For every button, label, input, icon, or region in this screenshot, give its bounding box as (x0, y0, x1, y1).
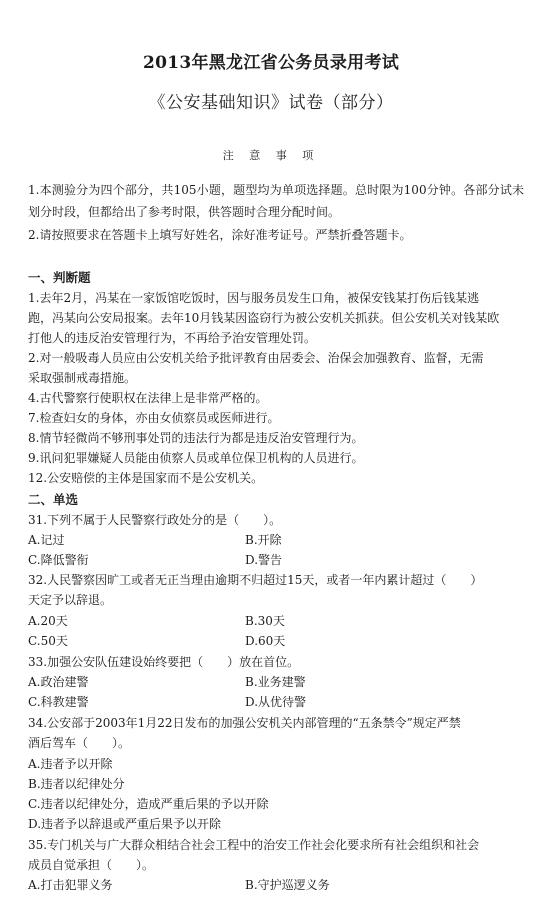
question-34-option-a: A.违者予以开除 (28, 757, 113, 771)
question-33-option-d: D.从优待警 (245, 695, 307, 709)
question-32-option-b: B.30天 (245, 614, 285, 628)
question-31-option-d: D.警告 (245, 553, 283, 567)
question-34-option-b: B.违者以纪律处分 (28, 777, 125, 791)
question-35-stem-line-2: 成员自觉承担（ ）。 (28, 858, 155, 872)
question-33-option-b: B.业务建警 (245, 675, 306, 689)
question-32-option-a: A.20天 (28, 614, 68, 628)
question-4: 4.古代警察行使职权在法律上是非常严格的。 (28, 391, 268, 405)
question-33-option-a: A.政治建警 (28, 675, 89, 689)
question-35-option-a: A.打击犯罪义务 (28, 878, 113, 892)
question-7: 7.检查妇女的身体，亦由女侦察员或医师进行。 (28, 411, 280, 425)
question-34-stem-line-1: 34.公安部于2003年1月22日发布的加强公安机关内部管理的“五条禁令”规定严禁 (28, 716, 461, 730)
question-32-stem-line-2: 天定予以辞退。 (28, 593, 113, 607)
question-31-option-b: B.开除 (245, 533, 282, 547)
question-9: 9.讯问犯罪嫌疑人员能由侦察人员或单位保卫机构的人员进行。 (28, 451, 364, 465)
question-31-option-c: C.降低警衔 (28, 553, 89, 567)
question-34-option-c: C.违者以纪律处分，造成严重后果的予以开除 (28, 797, 269, 811)
question-31-option-a: A.记过 (28, 533, 65, 547)
question-1-line-2: 跑，冯某向公安局报案。去年10月钱某因盗窃行为被公安机关抓获。但公安机关对钱某欧 (28, 311, 500, 325)
question-31-stem: 31.下列不属于人民警察行政处分的是（ ）。 (28, 513, 282, 527)
question-1-line-3: 打他人的违反治安管理行为，不再给予治安管理处罚。 (28, 331, 317, 345)
notice-heading: 注 意 事 项 (222, 149, 320, 162)
notice-1: 1.本测验分为四个部分，共105小题，题型均为单项选择题。总时限为100分钟。各部分试未划分时段，但都给出了参考时限，供答题时合理分配时间。 (28, 183, 524, 219)
notice-2: 2.请按照要求在答题卡上填写好姓名，涂好准考证号。严禁折叠答题卡。 (28, 228, 412, 242)
section-judgement-heading: 一、判断题 (28, 270, 91, 285)
exam-title: 2013年黑龙江省公务员录用考试 (142, 53, 400, 73)
question-34-stem-line-2: 酒后驾车（ ）。 (28, 736, 131, 750)
question-12: 12.公安赔偿的主体是国家而不是公安机关。 (28, 471, 264, 485)
question-2-line-1: 2.对一般吸毒人员应由公安机关给予批评教育由居委会、治保会加强教育、监督，无需 (28, 351, 484, 365)
question-35-stem-line-1: 35.专门机关与广大群众相结合社会工程中的治安工作社会化要求所有社会组织和社会 (28, 838, 480, 852)
question-35-option-b: B.守护巡逻义务 (245, 878, 330, 892)
question-32-option-d: D.60天 (245, 634, 286, 648)
exam-subtitle: 《公安基础知识》试卷（部分） (148, 93, 394, 113)
question-8: 8.情节轻微尚不够刑事处罚的违法行为都是违反治安管理行为。 (28, 431, 364, 445)
question-2-line-2: 采取强制戒毒措施。 (28, 371, 137, 385)
question-33-option-c: C.科教建警 (28, 695, 89, 709)
question-32-option-c: C.50天 (28, 634, 68, 648)
question-33-stem: 33.加强公安队伍建设始终要把（ ）放在首位。 (28, 655, 300, 669)
question-34-option-d: D.违者予以辞退或严重后果予以开除 (28, 817, 222, 831)
question-32-stem-line-1: 32.人民警察因旷工或者无正当理由逾期不归超过15天，或者一年内累计超过（ ） (28, 573, 483, 587)
section-single-choice-heading: 二、单选 (28, 492, 79, 507)
question-1-line-1: 1.去年2月，冯某在一家饭馆吃饭时，因与服务员发生口角，被保安钱某打伤后钱某逃 (28, 291, 480, 305)
